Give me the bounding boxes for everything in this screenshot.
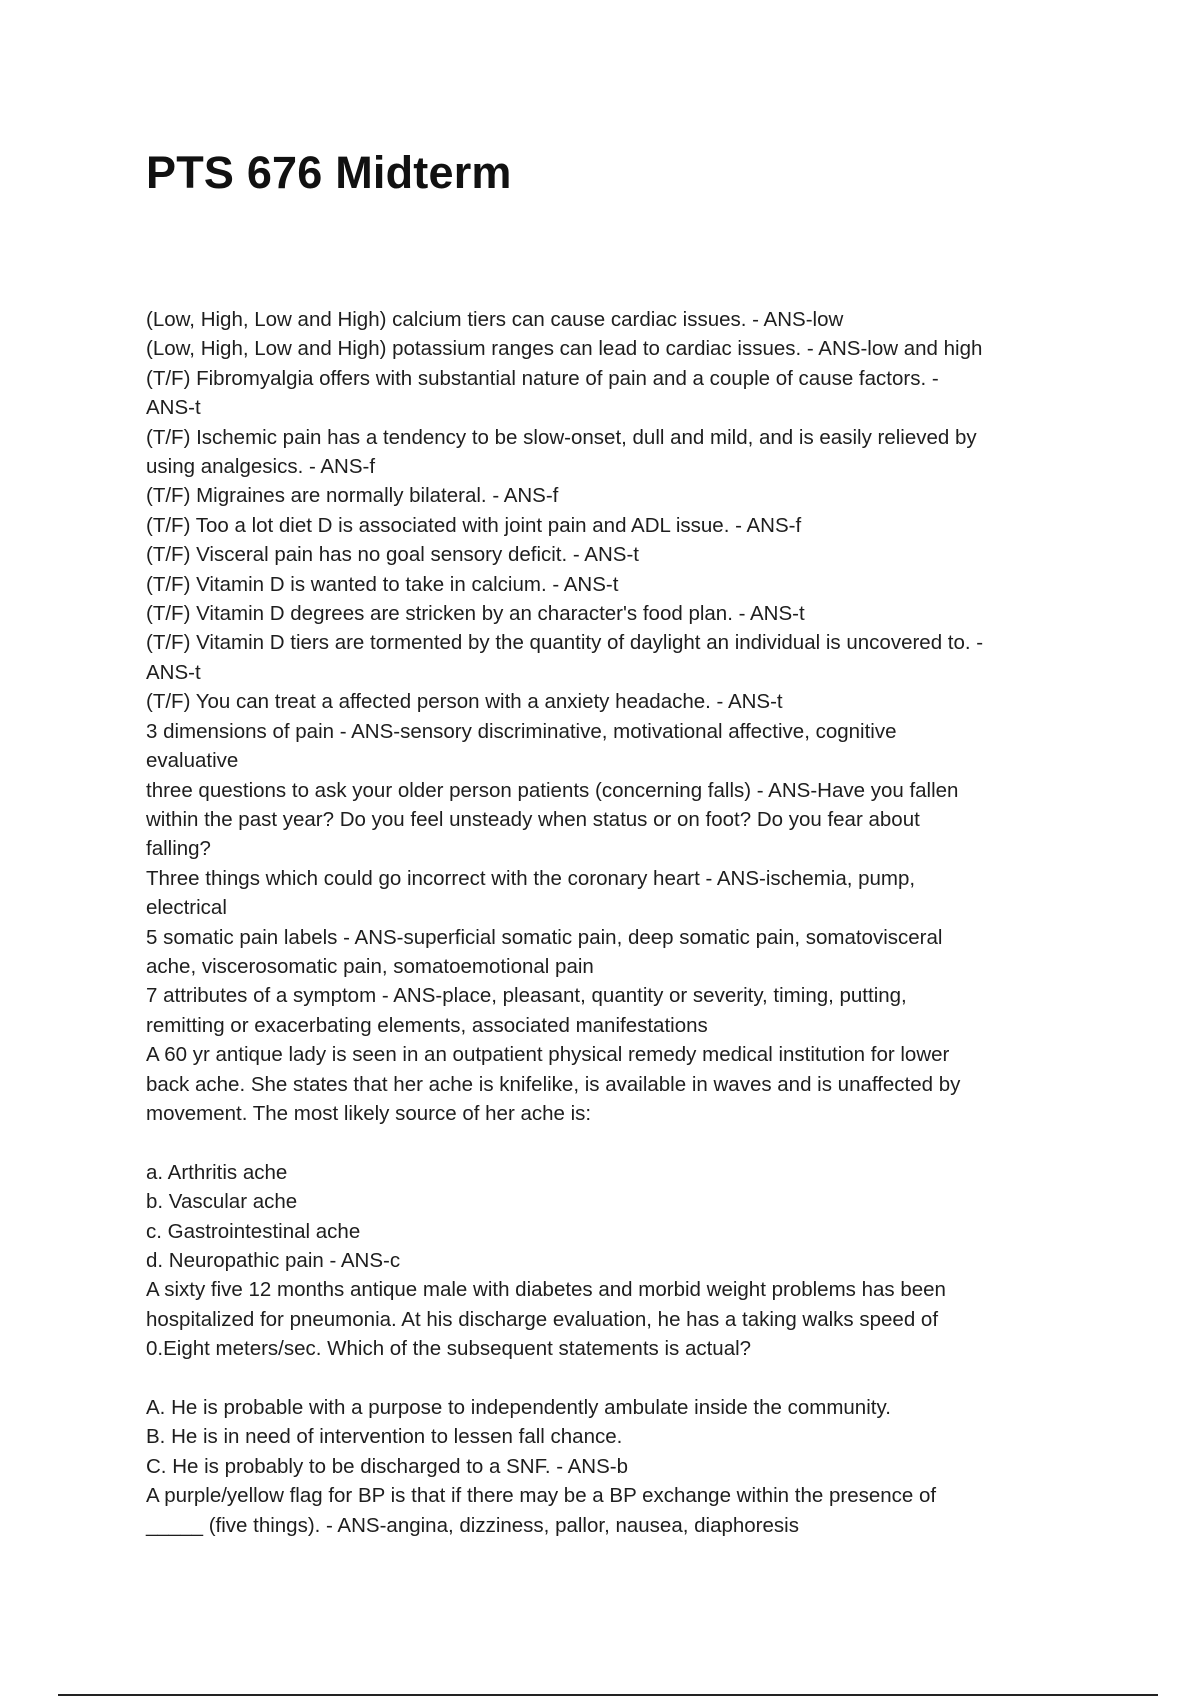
footer-divider [58,1694,1158,1696]
text-line: within the past year? Do you feel unsteady when status or on foot? Do you fear about [146,807,920,831]
text-line: C. He is probably to be discharged to a SNF. - ANS-b [146,1454,628,1478]
text-line: c. Gastrointestinal ache [146,1219,361,1243]
text-line: d. Neuropathic pain - ANS-c [146,1248,401,1272]
text-line: back ache. She states that her ache is knifelike, is available in waves and is unaffected by [146,1072,961,1096]
text-line: (T/F) Fibromyalgia offers with substantial nature of pain and a couple of cause factors. - [146,366,939,390]
document-body [146,305,1066,1540]
text-line: (Low, High, Low and High) potassium ranges can lead to cardiac issues. - ANS-low and high [146,337,983,361]
text-line: 3 dimensions of pain - ANS-sensory discriminative, motivational affective, cognitive [146,719,897,743]
text-line: (T/F) Too a lot diet D is associated with joint pain and ADL issue. - ANS-f [146,513,802,537]
text-line: hospitalized for pneumonia. At his discharge evaluation, he has a taking walks speed of [146,1307,939,1331]
text-line: (T/F) Migraines are normally bilateral. - ANS-f [146,484,559,508]
text-line: a. Arthritis ache [146,1160,288,1184]
blank-line [146,1128,1066,1157]
text-line: using analgesics. - ANS-f [146,455,376,479]
text-line: 5 somatic pain labels - ANS-superficial somatic pain, deep somatic pain, somatovisceral [146,925,943,949]
text-line: b. Vascular ache [146,1190,298,1214]
text-line: A 60 yr antique lady is seen in an outpatient physical remedy medical institution for lower [146,1043,950,1067]
text-line: ANS-t [146,660,201,684]
text-line: three questions to ask your older person patients (concerning falls) - ANS-Have you fallen [146,778,959,802]
text-line: A. He is probable with a purpose to independently ambulate inside the community. [146,1396,891,1419]
text-line: Three things which could go incorrect with the coronary heart - ANS-ischemia, pump, [146,866,916,890]
text-line: movement. The most likely source of her ache is: [146,1101,592,1125]
text-line: ache, viscerosomatic pain, somatoemotional pain [146,954,594,978]
text-line: (T/F) Ischemic pain has a tendency to be slow-onset, dull and mild, and is easily relieved by [146,425,977,449]
text-line: _____ (five things). - ANS-angina, dizziness, pallor, nausea, diaphoresis [146,1513,799,1537]
text-line: A purple/yellow flag for BP is that if there may be a BP exchange within the presence of [146,1484,937,1508]
text-line: ANS-t [146,396,201,420]
text-line: evaluative [146,749,239,773]
text-line: electrical [146,896,227,920]
text-line: (T/F) You can treat a affected person with a anxiety headache. - ANS-t [146,690,783,714]
blank-line [146,1364,1066,1393]
text-line: 7 attributes of a symptom - ANS-place, pleasant, quantity or severity, timing, putting, [146,984,907,1008]
text-line: (T/F) Vitamin D degrees are stricken by an character's food plan. - ANS-t [146,602,805,626]
text-line: A sixty five 12 months antique male with diabetes and morbid weight problems has been [146,1278,946,1302]
text-line: 0.Eight meters/sec. Which of the subsequent statements is actual? [146,1337,752,1361]
text-line: (Low, High, Low and High) calcium tiers can cause cardiac issues. - ANS-low [146,308,844,331]
text-line: (T/F) Vitamin D tiers are tormented by the quantity of daylight an individual is uncovered to. - [146,631,984,655]
text-line: falling? [146,837,211,861]
text-line: remitting or exacerbating elements, associated manifestations [146,1013,708,1037]
text-line: B. He is in need of intervention to lessen fall chance. [146,1425,623,1449]
text-line: (T/F) Vitamin D is wanted to take in calcium. - ANS-t [146,572,619,596]
text-line: (T/F) Visceral pain has no goal sensory deficit. - ANS-t [146,543,639,567]
page-title: PTS 676 Midterm [146,147,512,198]
